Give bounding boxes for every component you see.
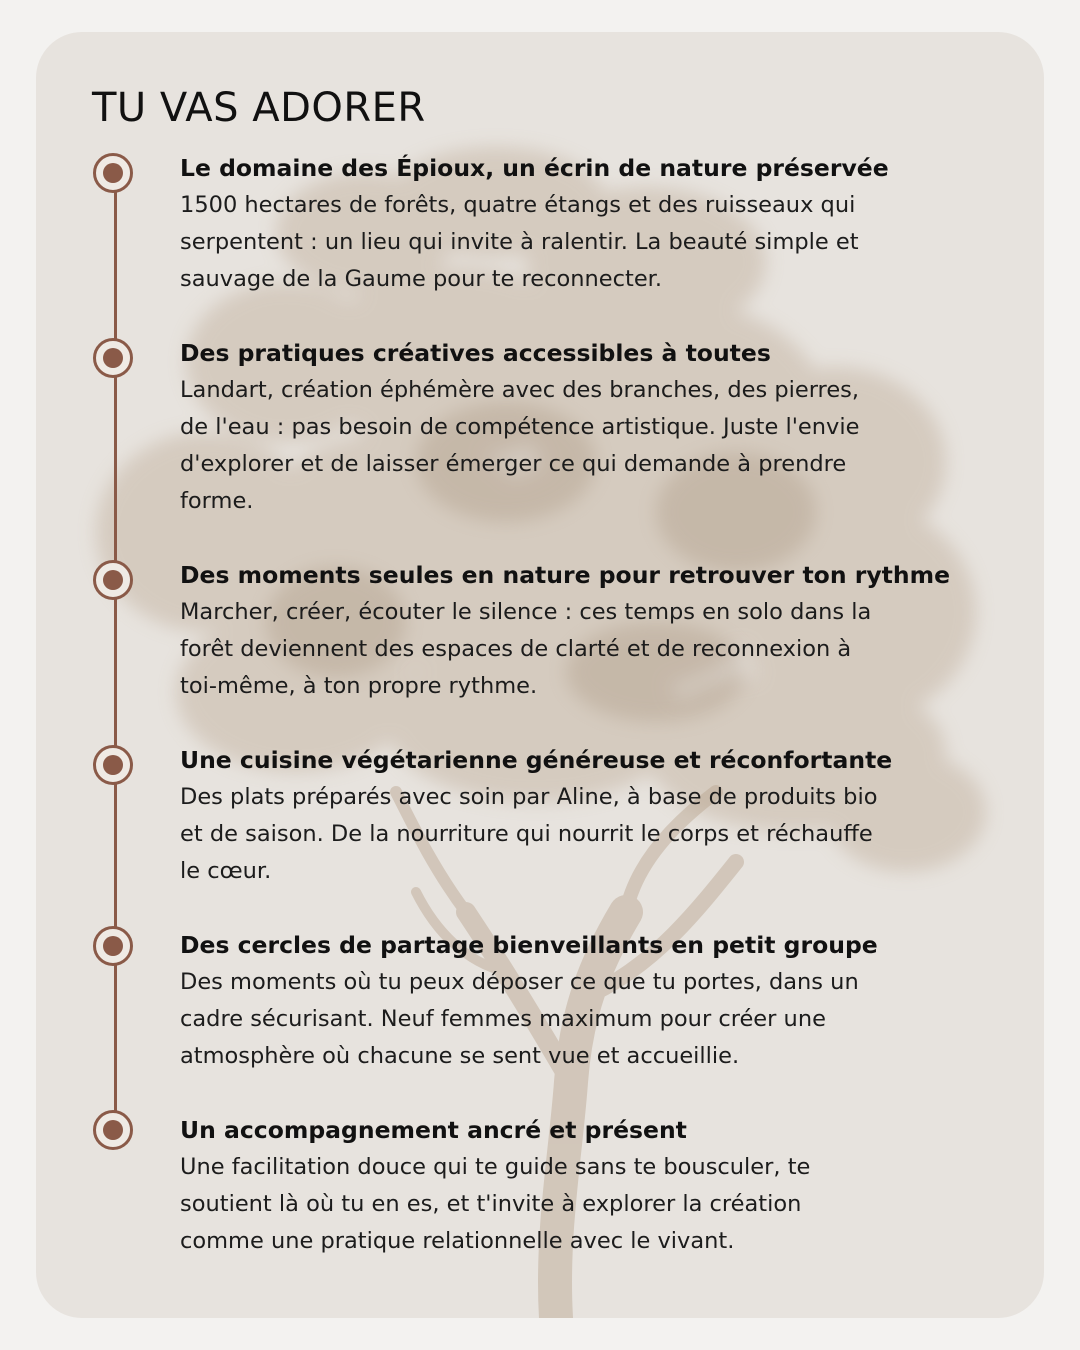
feature-text-line: 1500 hectares de forêts, quatre étangs et des ruisseaux qui <box>180 192 856 218</box>
feature-title: Le domaine des Épioux, un écrin de nature préservée <box>180 154 889 182</box>
feature-text-line: forme. <box>180 488 254 514</box>
feature-item-solo-nature <box>180 557 1000 705</box>
feature-text-line: de l'eau : pas besoin de compétence artistique. Juste l'envie <box>180 414 860 440</box>
feature-item-creative-practices <box>180 335 1000 520</box>
feature-text-line: sauvage de la Gaume pour te reconnecter. <box>180 266 663 292</box>
circle-dot-icon <box>93 560 133 600</box>
feature-title: Des cercles de partage bienveillants en petit groupe <box>180 931 878 959</box>
circle-dot-icon <box>93 338 133 378</box>
feature-text-line: toi-même, à ton propre rythme. <box>180 673 538 699</box>
feature-title: Des pratiques créatives accessibles à toutes <box>180 339 771 367</box>
feature-text-line: forêt deviennent des espaces de clarté et de reconnexion à <box>180 636 852 662</box>
feature-text-line: Des plats préparés avec soin par Aline, à base de produits bio <box>180 784 878 810</box>
feature-text-line: d'explorer et de laisser émerger ce qui demande à prendre <box>180 451 847 477</box>
feature-title: Une cuisine végétarienne généreuse et réconfortante <box>180 746 893 774</box>
circle-dot-icon <box>93 1110 133 1150</box>
feature-text-line: et de saison. De la nourriture qui nourrit le corps et réchauffe <box>180 821 873 847</box>
feature-text-line: atmosphère où chacune se sent vue et accueillie. <box>180 1043 740 1069</box>
feature-text-line: Des moments où tu peux déposer ce que tu portes, dans un <box>180 969 859 995</box>
feature-title: Des moments seules en nature pour retrouver ton rythme <box>180 561 951 589</box>
feature-text-line: serpentent : un lieu qui invite à ralentir. La beauté simple et <box>180 229 859 255</box>
timeline-line <box>114 177 117 1132</box>
feature-text-line: cadre sécurisant. Neuf femmes maximum pour créer une <box>180 1006 826 1032</box>
feature-text-line: comme une pratique relationnelle avec le vivant. <box>180 1228 735 1254</box>
feature-item-accompaniment <box>180 1112 1000 1260</box>
feature-item-sharing-circles <box>180 927 1000 1075</box>
content-card <box>36 32 1044 1318</box>
circle-dot-icon <box>93 745 133 785</box>
feature-text-line: le cœur. <box>180 858 272 884</box>
feature-text-line: Marcher, créer, écouter le silence : ces temps en solo dans la <box>180 599 872 625</box>
feature-text-line: Landart, création éphémère avec des branches, des pierres, <box>180 377 860 403</box>
feature-item-domain <box>180 150 1000 298</box>
feature-text-line: Une facilitation douce qui te guide sans te bousculer, te <box>180 1154 811 1180</box>
feature-title: Un accompagnement ancré et présent <box>180 1116 687 1144</box>
page-title: TU VAS ADORER <box>92 85 426 131</box>
feature-text-line: soutient là où tu en es, et t'invite à explorer la création <box>180 1191 802 1217</box>
circle-dot-icon <box>93 153 133 193</box>
feature-item-vegetarian-cuisine <box>180 742 1000 890</box>
circle-dot-icon <box>93 926 133 966</box>
